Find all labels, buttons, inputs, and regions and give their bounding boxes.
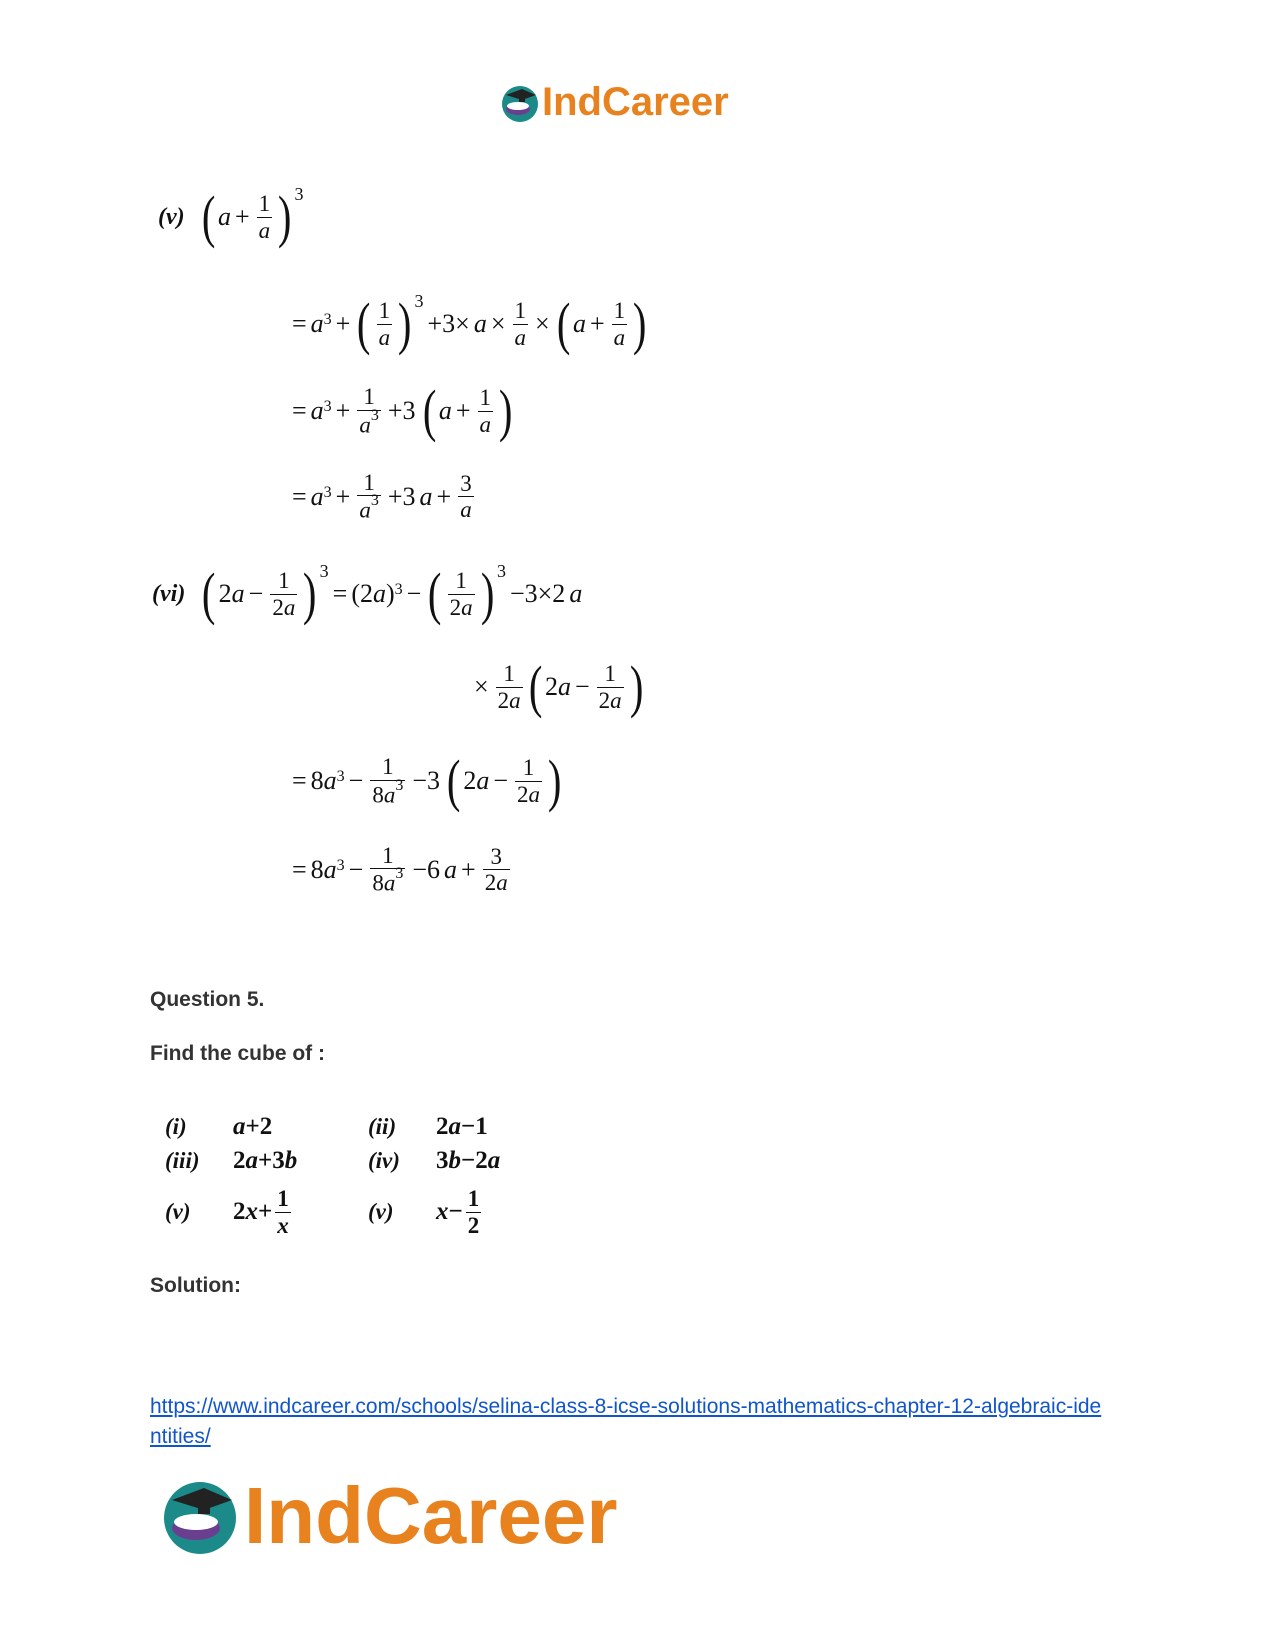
part-label: (v) <box>158 203 185 230</box>
question-items <box>165 1110 571 1246</box>
question-prompt: Find the cube of : <box>150 1042 325 1065</box>
math-line: = a $^3$ + ( $\frac{1}{a}$ ) 3 +3× a × $\frac{1}{a}$ × ( a + $\frac{1}{a}$ ) <box>292 291 647 356</box>
graduation-cap-icon <box>500 83 540 123</box>
item-label: (ii) <box>368 1114 397 1139</box>
item-label: (v) <box>368 1199 394 1224</box>
math-line: = 8 a $^3$ − $\frac{1}{8a^3}$ −3 ( 2 a − $\frac{1}{2a}$ ) <box>292 748 562 813</box>
item-label: (iii) <box>165 1148 200 1173</box>
item-label: (iv) <box>368 1148 400 1173</box>
math-line: = 8 a $^3$ − $\frac{1}{8a^3}$ −6 a + $\frac{3}{2a}$ <box>292 843 508 896</box>
question-title: Question 5. <box>150 988 265 1011</box>
item-expr: x − $\frac{1}{2}$ <box>436 1186 480 1238</box>
item-expr: a+2 <box>233 1113 273 1140</box>
item-expr: 2 x + $\frac{1}{x}$ <box>233 1186 289 1238</box>
item-label: (v) <box>165 1199 191 1224</box>
item-expr: 2a−1 <box>436 1113 488 1140</box>
header-logo <box>500 80 729 125</box>
math-line: = a $^3$ + $\frac{1}{a^3}$ +3 ( a + $\frac{1}{a}$ ) <box>292 378 513 443</box>
math-line: = a $^3$ + $\frac{1}{a^3}$ +3 a + $\frac{3}{a}$ <box>292 470 472 523</box>
part-label: (vi) <box>152 580 186 607</box>
logo-text: IndCareer <box>244 1471 618 1560</box>
graduation-cap-icon <box>160 1476 240 1556</box>
source-link[interactable]: https://www.indcareer.com/schools/selina-class-8-icse-solutions-mathematics-chapter-12-algebraic-identities/ <box>150 1395 1102 1448</box>
solution-label: Solution: <box>150 1274 241 1297</box>
math-line: × $\frac{1}{2a}$ ( 2 a − $\frac{1}{2a}$ ) <box>474 654 644 719</box>
item-label: (i) <box>165 1114 187 1139</box>
footer-logo <box>160 1470 617 1562</box>
item-expr: 3b−2a <box>436 1147 501 1174</box>
logo-text: IndCareer <box>542 80 729 124</box>
part-vi-heading: (vi) ( 2 a − $\frac{1}{2a}$ ) 3 = (2 a ) $^3$ − ( $\frac{1}{2a}$ ) 3 −3×2 a <box>152 561 583 626</box>
item-expr: 2a+3b <box>233 1147 298 1174</box>
part-v-heading: (v) ( a + $\frac{1}{a}$ ) 3 <box>158 184 304 249</box>
